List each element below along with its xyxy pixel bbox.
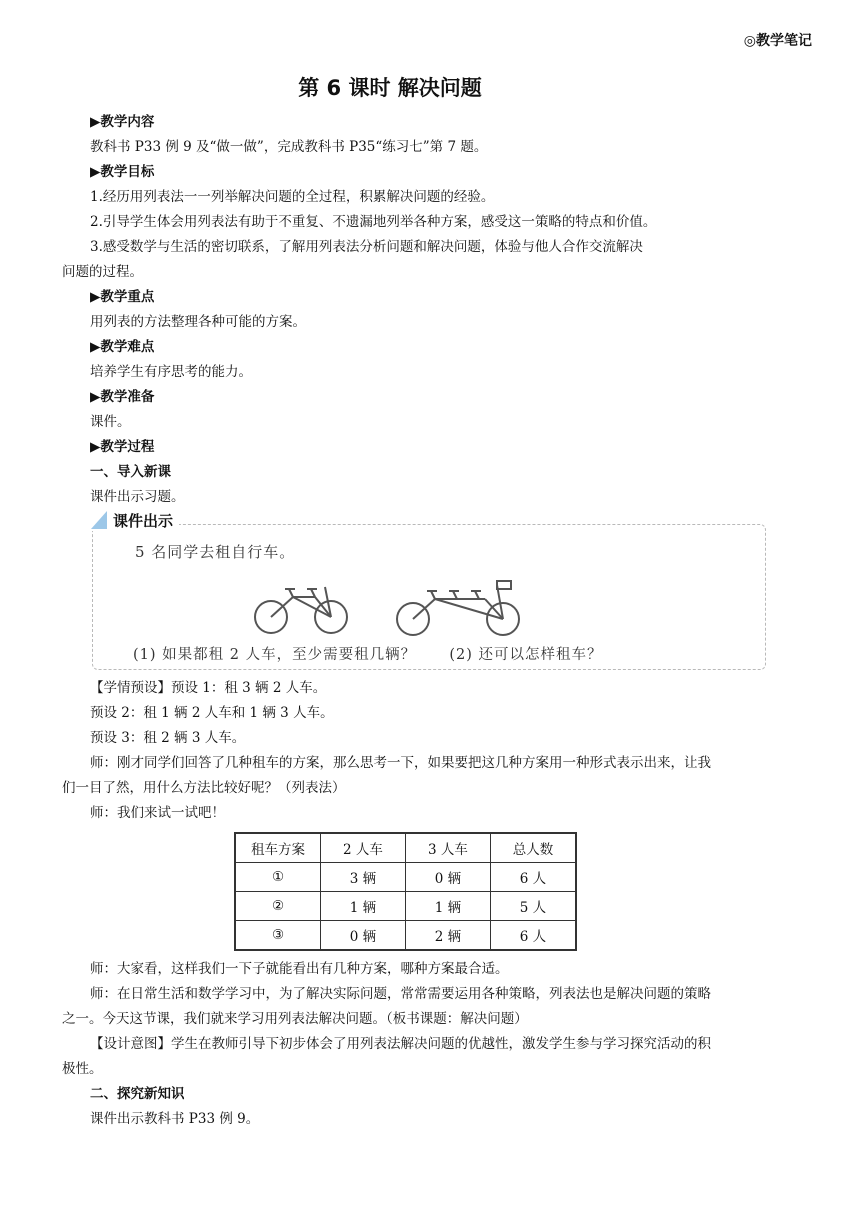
questions <box>133 643 602 664</box>
courseware-tab <box>89 509 179 531</box>
table-cell: 3 辆 <box>321 863 406 892</box>
teacher-line-3: 师：大家看，这样我们一下子就能看出有几种方案，哪种方案最合适。 <box>90 961 509 977</box>
preset-3: 预设 3：租 2 辆 3 人车。 <box>90 730 246 746</box>
table-row <box>235 892 576 921</box>
rental-plan-table <box>234 832 577 951</box>
page-title: 第 6 课时 解决问题 <box>298 76 482 100</box>
section-1-text: 课件出示习题。 <box>90 489 185 505</box>
section-2-text: 课件出示教科书 P33 例 9。 <box>90 1111 260 1127</box>
question-1: (1) 如果都租 2 人车，至少需要租几辆？ <box>133 647 417 663</box>
preset-1: 【学情预设】预设 1：租 3 辆 2 人车。 <box>90 680 327 696</box>
bicycle-illustration <box>93 569 767 639</box>
heading-key: ▶教学重点 <box>90 289 155 305</box>
design-intent: 【设计意图】学生在教师引导下初步体会了用列表法解决问题的优越性，激发学生参与学习探究活动的积极性。 <box>62 1036 711 1077</box>
table-cell: 5 人 <box>491 892 577 921</box>
table-cell: 0 辆 <box>406 863 491 892</box>
heading-goals: ▶教学目标 <box>90 164 155 180</box>
tandem-bike-2-icon <box>255 587 347 633</box>
table-header: 总人数 <box>491 833 577 863</box>
difficulty-text: 培养学生有序思考的能力。 <box>90 364 252 380</box>
table-cell: ② <box>235 892 321 921</box>
heading-difficulty: ▶教学难点 <box>90 339 155 355</box>
table-cell: 0 辆 <box>321 921 406 951</box>
preparation-text: 课件。 <box>90 414 131 430</box>
table-row <box>235 863 576 892</box>
preset-2: 预设 2：租 1 辆 2 人车和 1 辆 3 人车。 <box>90 705 334 721</box>
goal-3-line1: 3.感受数学与生活的密切联系，了解用列表法分析问题和解决问题，体验与他人合作交流解决 <box>90 239 643 255</box>
goal-1: 1.经历用列表法一一列举解决问题的全过程，积累解决问题的经验。 <box>90 189 495 205</box>
key-text: 用列表的方法整理各种可能的方案。 <box>90 314 306 330</box>
heading-preparation: ▶教学准备 <box>90 389 155 405</box>
heading-section-2: 二、探究新知识 <box>90 1086 185 1102</box>
question-2: (2) 还可以怎样租车？ <box>449 647 603 663</box>
teacher-line-4: 师：在日常生活和数学学习中，为了解决实际问题，常常需要运用各种策略，列表法也是解决问题的策略之一。今天这节课，我们就来学习用列表法解决问题。（板书课题：解决问题） <box>62 986 711 1027</box>
courseware-box <box>92 511 766 670</box>
table-cell: 6 人 <box>491 921 577 951</box>
teacher-line-2: 师：我们来试一试吧！ <box>90 805 225 821</box>
teacher-line-1: 师：刚才同学们回答了几种租车的方案，那么思考一下，如果要把这几种方案用一种形式表示出来，让我们一目了然，用什么方法比较好呢？（列表法） <box>62 755 711 796</box>
teaching-notes-label: ◎教学笔记 <box>743 33 812 49</box>
heading-section-1: 一、导入新课 <box>90 464 171 480</box>
lesson-body <box>62 110 716 1132</box>
courseware-label: 课件出示 <box>113 511 174 530</box>
table-header: 租车方案 <box>235 833 321 863</box>
heading-content: ▶教学内容 <box>90 114 155 130</box>
table-cell: 2 辆 <box>406 921 491 951</box>
tandem-bike-3-icon <box>397 581 519 635</box>
triangle-icon <box>89 509 109 531</box>
table-header: 2 人车 <box>321 833 406 863</box>
table-cell: ① <box>235 863 321 892</box>
table-cell: 1 辆 <box>406 892 491 921</box>
table-header-row <box>235 833 576 863</box>
goal-3-line2: 问题的过程。 <box>62 264 143 280</box>
content-text: 教科书 P33 例 9 及“做一做”，完成教科书 P35“练习七”第 7 题。 <box>90 139 488 155</box>
problem-text: 5 名同学去租自行车。 <box>135 543 296 561</box>
table-cell: 1 辆 <box>321 892 406 921</box>
table-row <box>235 921 576 951</box>
table-cell: ③ <box>235 921 321 951</box>
heading-process: ▶教学过程 <box>90 439 155 455</box>
table-cell: 6 人 <box>491 863 577 892</box>
goal-2: 2.引导学生体会用列表法有助于不重复、不遗漏地列举各种方案，感受这一策略的特点和价值。 <box>90 214 657 230</box>
table-header: 3 人车 <box>406 833 491 863</box>
